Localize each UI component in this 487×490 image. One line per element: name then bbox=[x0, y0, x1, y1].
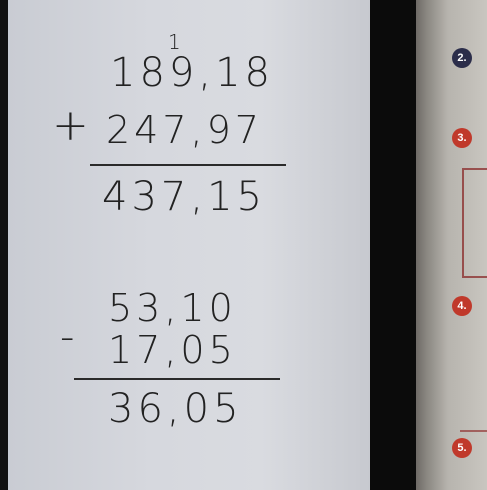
exercise-badge-4: 4. bbox=[452, 296, 472, 316]
exercise-badge-5: 5. bbox=[452, 438, 472, 458]
minus-sign: - bbox=[60, 314, 79, 360]
addend-top: 189,18 bbox=[110, 50, 274, 96]
sum-result: 437,15 bbox=[102, 174, 266, 220]
minuend: 53,10 bbox=[108, 286, 237, 330]
exercise-badge-2: 2. bbox=[452, 48, 472, 68]
addend-bottom: 247,97 bbox=[106, 108, 263, 152]
carry-digit: 1 bbox=[168, 30, 185, 54]
sum-line bbox=[90, 164, 286, 166]
notebook-paper bbox=[8, 0, 370, 490]
subtrahend: 17,05 bbox=[108, 328, 237, 372]
plus-sign: + bbox=[52, 100, 93, 151]
difference-result: 36,05 bbox=[108, 386, 243, 432]
underline-mark bbox=[460, 430, 487, 432]
textbook-page bbox=[416, 0, 487, 490]
exercise-badge-3: 3. bbox=[452, 128, 472, 148]
dark-gap bbox=[370, 0, 416, 490]
dark-edge bbox=[0, 0, 8, 490]
difference-line bbox=[74, 378, 280, 380]
exercise-box bbox=[462, 168, 487, 278]
